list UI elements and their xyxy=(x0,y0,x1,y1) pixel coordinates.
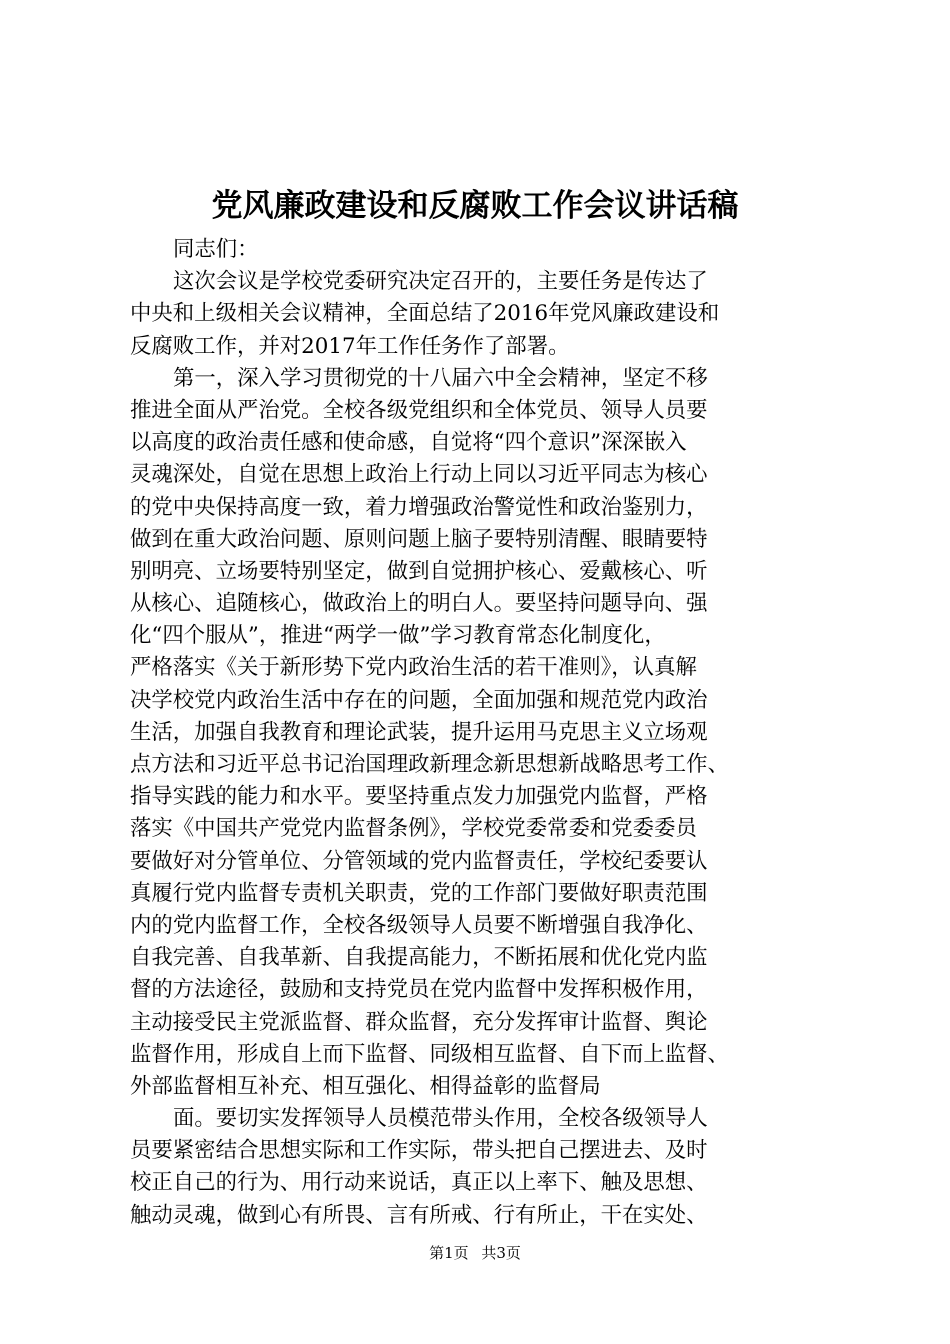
paragraph-line: 决学校党内政治生活中存在的问题，全面加强和规范党内政治 xyxy=(130,687,708,713)
paragraph-line: 内的党内监督工作，全校各级领导人员要不断增强自我净化、 xyxy=(130,912,708,938)
paragraph-line: 以高度的政治责任感和使命感，自觉将“四个意识”深深嵌入 xyxy=(130,430,687,456)
paragraph-line: 真履行党内监督专责机关职责，党的工作部门要做好职责范围 xyxy=(130,880,708,906)
paragraph-line: 指导实践的能力和水平。要坚持重点发力加强党内监督，严格 xyxy=(130,784,708,810)
paragraph-line: 自我完善、自我革新、自我提高能力，不断拓展和优化党内监 xyxy=(130,945,708,971)
paragraph-line: 第一，深入学习贯彻党的十八届六中全会精神，坚定不移 xyxy=(173,365,708,391)
paragraph-line: 灵魂深处，自觉在思想上政治上行动上同以习近平同志为核心 xyxy=(130,462,708,488)
paragraph-line: 反腐败工作，并对2017年工作任务作了部署。 xyxy=(130,333,570,359)
paragraph-line: 中央和上级相关会议精神，全面总结了2016年党风廉政建设和 xyxy=(130,301,720,327)
page-footer xyxy=(0,1242,950,1263)
paragraph-line: 这次会议是学校党委研究决定召开的，主要任务是传达了 xyxy=(173,269,708,295)
page-number: 第1页 xyxy=(429,1244,469,1262)
paragraph-line: 面。要切实发挥领导人员模范带头作用，全校各级领导人 xyxy=(173,1106,708,1132)
paragraph-line: 做到在重大政治问题、原则问题上脑子要特别清醒、眼睛要特 xyxy=(130,526,708,552)
paragraph-line: 从核心、追随核心，做政治上的明白人。要坚持问题导向、强 xyxy=(130,591,708,617)
paragraph-line: 监督作用，形成自上而下监督、同级相互监督、自下而上监督、 xyxy=(130,1041,729,1067)
paragraph-line: 推进全面从严治党。全校各级党组织和全体党员、领导人员要 xyxy=(130,397,708,423)
paragraph-line: 落实《中国共产党党内监督条例》，学校党委常委和党委委员 xyxy=(130,816,697,842)
paragraph-line: 校正自己的行为、用行动来说话，真正以上率下、触及思想、 xyxy=(130,1170,708,1196)
paragraph-line: 触动灵魂，做到心有所畏、言有所戒、行有所止，干在实处、 xyxy=(130,1202,708,1228)
salutation-line: 同志们： xyxy=(173,237,259,262)
paragraph-line: 外部监督相互补充、相互强化、相得益彰的监督局 xyxy=(130,1073,601,1099)
paragraph-line: 严格落实《关于新形势下党内政治生活的若干准则》，认真解 xyxy=(130,655,697,681)
paragraph-line: 督的方法途径，鼓励和支持党员在党内监督中发挥积极作用， xyxy=(130,977,708,1003)
paragraph-line: 别明亮、立场要特别坚定，做到自觉拥护核心、爱戴核心、听 xyxy=(130,558,708,584)
page-total: 共3页 xyxy=(481,1244,521,1262)
paragraph-line: 的党中央保持高度一致，着力增强政治警觉性和政治鉴别力， xyxy=(130,494,708,520)
document-body xyxy=(130,234,842,1232)
paragraph-line: 员要紧密结合思想实际和工作实际，带头把自己摆进去、及时 xyxy=(130,1138,708,1164)
paragraph-line: 主动接受民主党派监督、群众监督，充分发挥审计监督、舆论 xyxy=(130,1009,708,1035)
document-title: 党风廉政建设和反腐败工作会议讲话稿 xyxy=(211,188,739,224)
paragraph-line: 生活，加强自我教育和理论武装，提升运用马克思主义立场观 xyxy=(130,719,708,745)
paragraph-line: 要做好对分管单位、分管领域的党内监督责任，学校纪委要认 xyxy=(130,848,708,874)
paragraph-line: 化“四个服从”，推进“两学一做”学习教育常态化制度化， xyxy=(130,623,666,649)
paragraph-line: 点方法和习近平总书记治国理政新理念新思想新战略思考工作、 xyxy=(130,752,729,777)
